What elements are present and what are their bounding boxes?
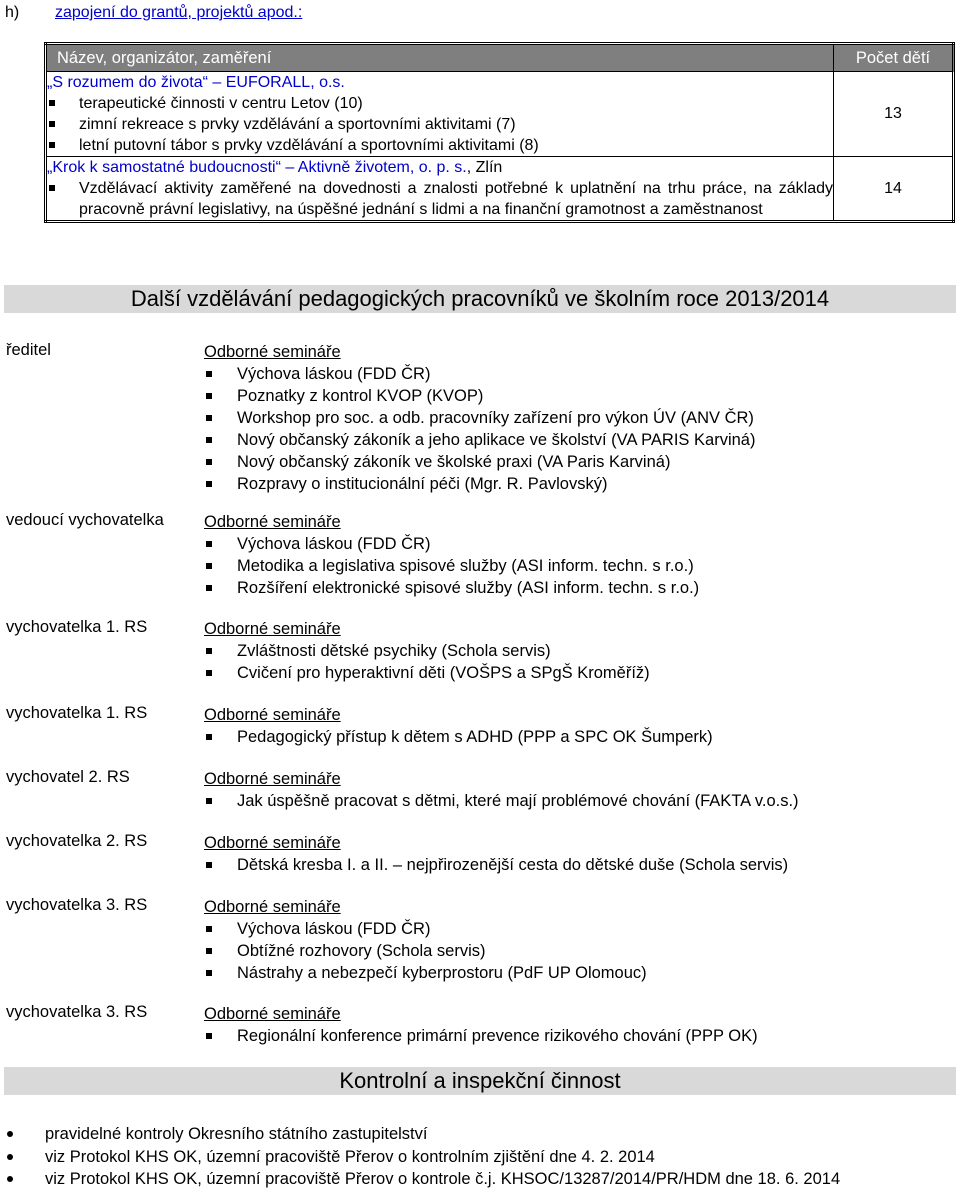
list-item: Nástrahy a nebezpečí kyberprostoru (PdF UP Olomouc) [204,962,647,984]
list-item: Rozpravy o institucionální péči (Mgr. R. Pavlovský) [204,473,755,495]
inspection-list [0,1123,840,1191]
grant-title: „Krok k samostatné budoucnosti“ – Aktivně životem, o. p. s. [47,159,467,176]
grant-org-cell [46,157,834,222]
list-item: Poznatky z kontrol KVOP (KVOP) [204,385,755,407]
list-item: Workshop pro soc. a odb. pracovníky zařízení pro výkon ÚV (ANV ČR) [204,407,755,429]
list-item: Nový občanský zákoník a jeho aplikace ve školství (VA PARIS Karviná) [204,429,755,451]
list-item: Výchova láskou (FDD ČR) [204,918,647,940]
grant-title: „S rozumem do života“ – EUFORALL, o.s. [47,74,345,91]
list-item: viz Protokol KHS OK, územní pracoviště Přerov o kontrolním zjištění dne 4. 2. 2014 [0,1146,840,1169]
course-head: Odborné semináře [204,620,341,638]
course-list [204,854,788,876]
list-item: Regionální konference primární prevence rizikového chování (PPP OK) [204,1025,758,1047]
inspection-banner: Kontrolní a inspekční činnost [4,1067,956,1095]
grant-count: 14 [834,157,954,222]
course-list [204,640,650,684]
staff-role: vychovatelka 1. RS [6,618,148,636]
section-letter: h) [5,4,20,21]
staff-role: vedoucí vychovatelka [6,511,164,529]
section-heading [5,4,302,22]
course-block [204,704,713,748]
staff-role: ředitel [6,341,51,359]
list-item: letní putovní tábor s prvky vzdělávání a sportovními aktivitami (8) [47,135,833,156]
course-block [204,341,755,495]
course-block [204,896,647,984]
col-header-count: Počet dětí [834,44,954,72]
staff-role: vychovatelka 1. RS [6,704,148,722]
list-item: Nový občanský zákoník ve školské praxi (VA Paris Karviná) [204,451,755,473]
course-head: Odborné semináře [204,898,341,916]
course-head: Odborné semináře [204,706,341,724]
course-block [204,511,699,599]
list-item: Pedagogický přístup k dětem s ADHD (PPP a SPC OK Šumperk) [204,726,713,748]
course-list [204,918,647,984]
course-block [204,618,650,684]
course-head: Odborné semináře [204,1005,341,1023]
grant-items [47,93,833,156]
list-item: Dětská kresba I. a II. – nejpřirozenější cesta do dětské duše (Schola servis) [204,854,788,876]
grant-items [47,178,833,220]
list-item: Jak úspěšně pracovat s dětmi, které mají problémové chování (FAKTA v.o.s.) [204,790,799,812]
course-head: Odborné semináře [204,834,341,852]
list-item: Cvičení pro hyperaktivní děti (VOŠPS a SPgŠ Kroměříž) [204,662,650,684]
grant-title-suffix: , Zlín [466,159,503,176]
list-item: Zvláštnosti dětské psychiky (Schola servis) [204,640,650,662]
list-item: zimní rekreace s prvky vzdělávání a sportovními aktivitami (7) [47,114,833,135]
grant-table [44,42,955,223]
grant-count: 13 [834,72,954,157]
course-block [204,768,799,812]
list-item: Výchova láskou (FDD ČR) [204,533,699,555]
grant-org-cell [46,72,834,157]
grant-table-header [46,44,954,72]
list-item: Rozšíření elektronické spisové služby (ASI inform. techn. s r.o.) [204,577,699,599]
training-banner: Další vzdělávání pedagogických pracovníků ve školním roce 2013/2014 [4,285,956,313]
course-list [204,363,755,495]
staff-role: vychovatelka 3. RS [6,896,148,914]
list-item: terapeutické činnosti v centru Letov (10) [47,93,833,114]
course-list [204,726,713,748]
course-block [204,832,788,876]
course-list [204,1025,758,1047]
course-head: Odborné semináře [204,513,341,531]
table-row [46,157,954,222]
col-header-name: Název, organizátor, zaměření [46,44,834,72]
table-row [46,72,954,157]
course-list [204,790,799,812]
list-item: Metodika a legislativa spisové služby (ASI inform. techn. s r.o.) [204,555,699,577]
list-item: Vzdělávací aktivity zaměřené na dovednosti a znalosti potřebné k uplatnění na trhu práce, na základy pracovně právní legislativy, na úspěšné jednání s lidmi a na finanční gramotnost a zaměstnanost [47,178,833,220]
course-head: Odborné semináře [204,770,341,788]
staff-role: vychovatelka 3. RS [6,1003,148,1021]
staff-role: vychovatelka 2. RS [6,832,148,850]
course-block [204,1003,758,1047]
course-head: Odborné semináře [204,343,341,361]
list-item: Výchova láskou (FDD ČR) [204,363,755,385]
course-list [204,533,699,599]
grant-title-line [47,157,833,178]
staff-role: vychovatel 2. RS [6,768,130,786]
list-item: pravidelné kontroly Okresního státního zastupitelství [0,1123,840,1146]
list-item: Obtížné rozhovory (Schola servis) [204,940,647,962]
list-item: viz Protokol KHS OK, územní pracoviště Přerov o kontrole č.j. KHSOC/13287/2014/PR/HDM dne 18. 6. 2014 [0,1168,840,1191]
section-heading-text: zapojení do grantů, projektů apod.: [55,4,303,21]
